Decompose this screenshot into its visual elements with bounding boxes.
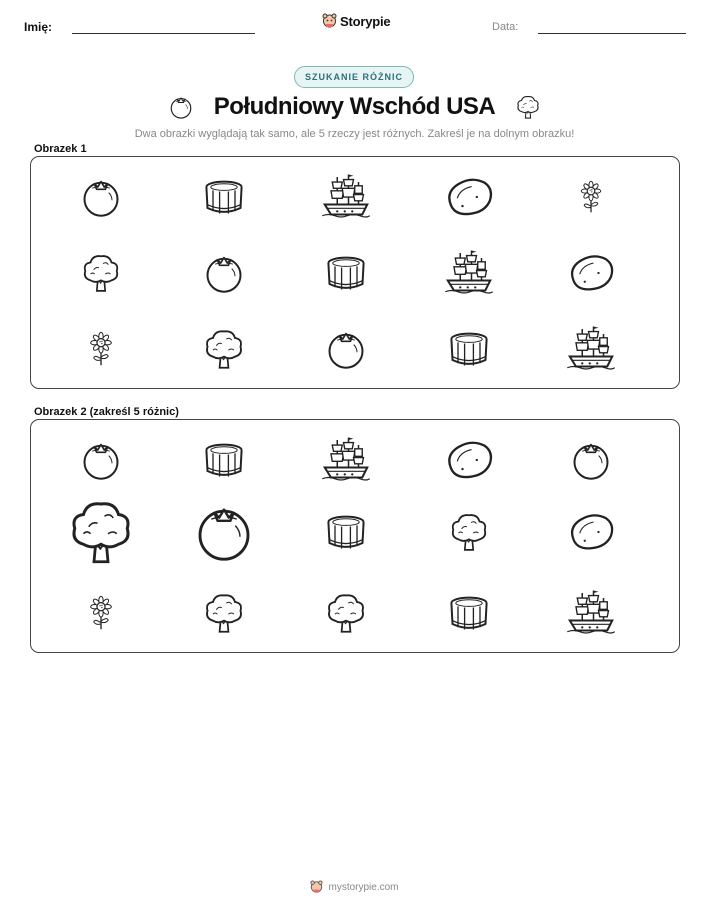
page-title: Południowy Wschód USA [213, 93, 496, 120]
picture2-panel[interactable] [30, 419, 680, 653]
ship-icon [321, 172, 371, 222]
tomato-icon [79, 175, 123, 219]
name-label: Imię: [24, 20, 53, 34]
ship-icon[interactable] [321, 435, 371, 485]
ship-icon [566, 324, 616, 374]
date-line[interactable] [538, 33, 686, 34]
ship-icon [444, 248, 494, 298]
picture1-panel [30, 156, 680, 389]
sunflower-icon [574, 180, 608, 214]
picture1-label: Obrazek 1 [34, 143, 87, 155]
potato-icon[interactable] [566, 507, 616, 557]
sunflower-icon [83, 331, 119, 367]
tomato-icon[interactable] [79, 438, 123, 482]
tomato-icon[interactable] [192, 500, 256, 564]
tree-icon[interactable] [324, 591, 368, 635]
storypie-mascot-icon [310, 880, 323, 894]
potato-icon [566, 248, 616, 298]
activity-badge: SZUKANIE RÓŻNIC [294, 66, 414, 88]
date-label: Data: [492, 21, 519, 33]
footer-url[interactable]: mystorypie.com [328, 881, 399, 893]
drum-icon[interactable] [447, 591, 491, 635]
footer [0, 880, 709, 894]
tree-icon[interactable] [202, 591, 246, 635]
drum-icon[interactable] [324, 510, 368, 554]
brand-logo [322, 13, 390, 29]
tomato-icon [168, 94, 194, 120]
title-row [0, 92, 709, 122]
drum-icon [324, 251, 368, 295]
tomato-icon [324, 327, 368, 371]
tree-icon [202, 327, 246, 371]
tree-icon [515, 93, 541, 121]
instructions: Dwa obrazki wyglądają tak samo, ale 5 rzeczy jest różnych. Zakreśl je na dolnym obrazku! [134, 128, 575, 140]
ship-icon[interactable] [566, 588, 616, 638]
tomato-icon[interactable] [569, 438, 613, 482]
tree-icon [80, 252, 122, 294]
drum-icon[interactable] [202, 438, 246, 482]
storypie-mascot-icon [322, 13, 337, 29]
tree-icon[interactable] [66, 497, 136, 567]
drum-icon [447, 327, 491, 371]
tree-icon[interactable] [448, 511, 490, 553]
brand-name: Storypie [340, 13, 391, 29]
picture2-label: Obrazek 2 (zakreśl 5 różnic) [34, 406, 179, 418]
name-line[interactable] [72, 33, 255, 34]
tomato-icon [202, 251, 246, 295]
potato-icon[interactable] [443, 434, 495, 486]
drum-icon [202, 175, 246, 219]
potato-icon [443, 171, 495, 223]
sunflower-icon[interactable] [83, 595, 119, 631]
